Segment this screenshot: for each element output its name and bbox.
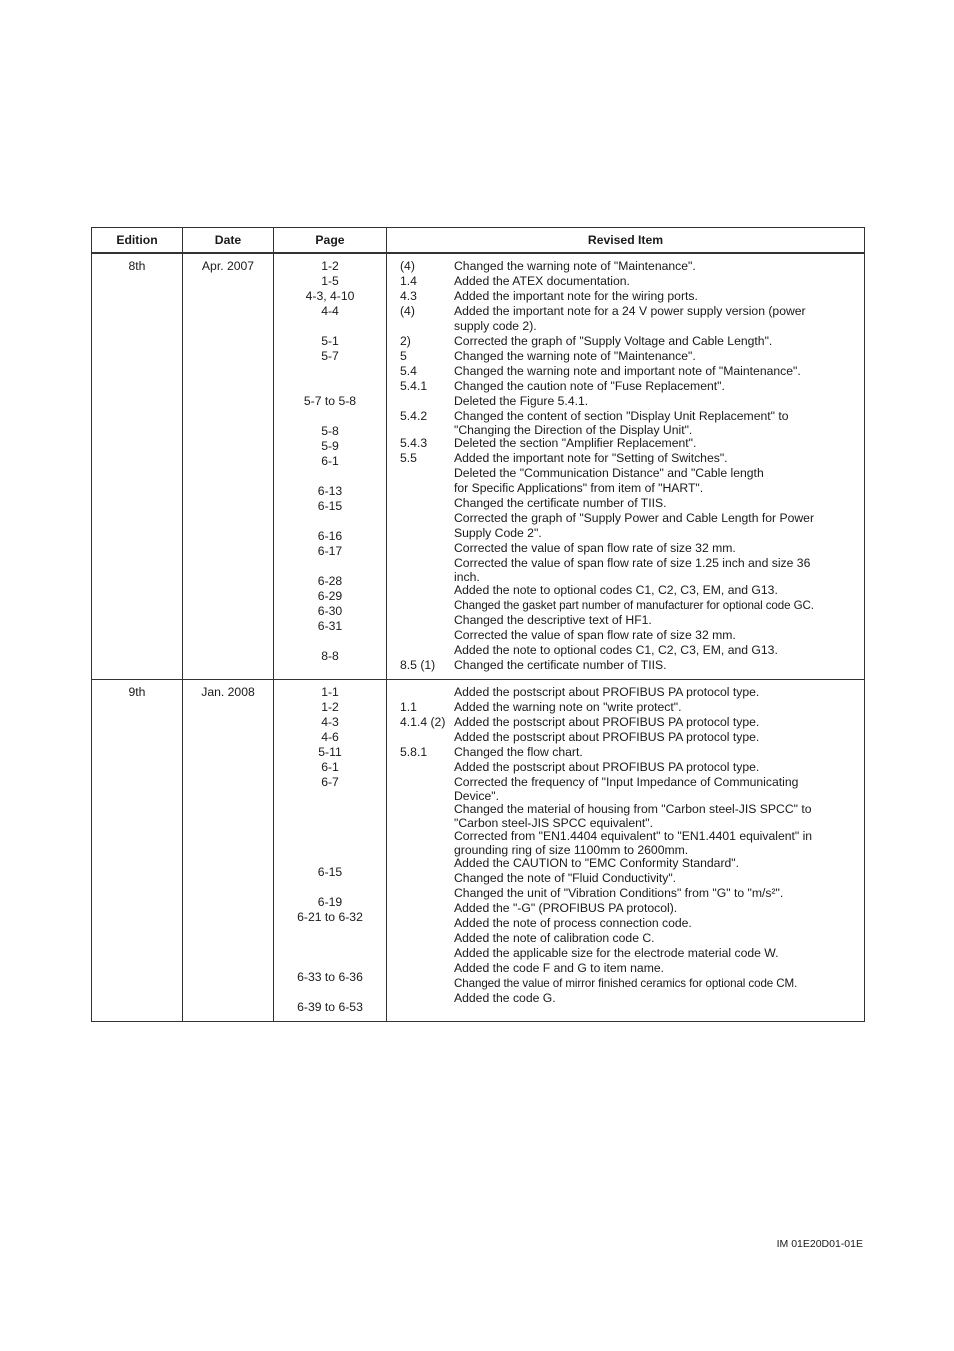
description-line: Added the postscript about PROFIBUS PA protocol type.: [454, 685, 760, 699]
date-cell: [183, 680, 274, 1022]
revision-entry: [387, 466, 864, 496]
revision-entry: [387, 379, 864, 409]
description-line: Supply Code 2".: [454, 526, 542, 540]
description-line: Added the note of calibration code C.: [454, 931, 655, 945]
page-ref: [274, 469, 386, 484]
page-ref: 6-28: [317, 574, 343, 588]
revision-entry: [387, 556, 864, 583]
revision-entry: [387, 598, 864, 613]
page-ref: 6-19: [317, 895, 343, 909]
description-line: Changed the warning note of "Maintenance".: [454, 349, 696, 363]
page-ref: 1-2: [321, 259, 339, 273]
description-line: Added the postscript about PROFIBUS PA protocol type.: [454, 760, 760, 774]
revision-entry: [387, 511, 864, 541]
revision-entry: [387, 745, 864, 760]
revision-description: [454, 829, 864, 856]
page-ref: 1-1: [321, 685, 339, 699]
description-line: Deleted the "Communication Distance" and "Cable length: [454, 466, 764, 480]
revision-description: [454, 541, 864, 556]
page-ref: [274, 559, 386, 574]
description-line: Changed the note of "Fluid Conductivity".: [454, 871, 677, 885]
description-line: Changed the gasket part number of manufacturer for optional code GC.: [454, 599, 814, 612]
header-revised-item: Revised Item: [387, 228, 865, 254]
section-number: [387, 961, 454, 991]
page-ref: 1-2: [321, 700, 339, 714]
description-line: Changed the certificate number of TIIS.: [454, 658, 667, 672]
revision-description: [454, 364, 864, 379]
section-number: (4): [400, 304, 415, 318]
revision-entry: [387, 802, 864, 829]
revision-description: [454, 991, 864, 1006]
revision-description: [454, 802, 864, 829]
revision-entry: [387, 349, 864, 364]
description-line: Added the note to optional codes C1, C2, C3, EM, and G13.: [454, 583, 778, 597]
description-line: Changed the caution note of "Fuse Replacement".: [454, 379, 725, 393]
description-line: "Carbon steel-JIS SPCC equivalent".: [454, 816, 654, 830]
section-number: [387, 856, 454, 886]
revision-description: [454, 436, 864, 451]
revision-entry: [387, 901, 864, 961]
page-ref: 4-3, 4-10: [305, 289, 355, 303]
description-line: Added the applicable size for the electrode material code W.: [454, 946, 779, 960]
page-ref: [274, 514, 386, 529]
description-line: Corrected from "EN1.4404 equivalent" to "EN1.4401 equivalent" in: [454, 829, 813, 843]
revision-entry: [387, 583, 864, 598]
revised-item-cell: [387, 253, 865, 680]
description-line: Changed the content of section "Display Unit Replacement" to: [454, 409, 789, 423]
page-ref: 6-15: [317, 865, 343, 879]
revision-entry: [387, 364, 864, 379]
section-number: [387, 598, 454, 613]
section-number: 2): [400, 334, 411, 348]
section-number: 4.3: [400, 289, 417, 303]
description-line: Changed the unit of "Vibration Conditions" from "G" to "m/s²".: [454, 886, 784, 900]
section-number: [387, 541, 454, 556]
revision-entry: [387, 886, 864, 901]
description-line: Changed the warning note of "Maintenance".: [454, 259, 696, 273]
header-row: [92, 228, 865, 254]
section-number: 5.4.3: [400, 436, 428, 450]
revision-entry: [387, 496, 864, 511]
revision-description: [454, 496, 864, 511]
page-ref: 5-1: [321, 334, 339, 348]
section-number: [387, 901, 454, 961]
revision-entry: [387, 775, 864, 802]
revision-entry: [387, 334, 864, 349]
date-value: Jan. 2008: [201, 685, 255, 699]
page-ref: 6-17: [317, 544, 343, 558]
revision-entry: [387, 760, 864, 775]
table-row: [92, 253, 865, 680]
page-ref: 4-4: [321, 304, 339, 318]
page-ref: [274, 835, 386, 850]
page-ref: 1-5: [321, 274, 339, 288]
revision-entry: [387, 259, 864, 274]
revision-description: [454, 730, 864, 745]
page-ref: 4-3: [321, 715, 339, 729]
section-number: [387, 583, 454, 598]
description-line: Added the CAUTION to "EMC Conformity Standard".: [454, 856, 740, 870]
date-cell: [183, 253, 274, 680]
revision-entry: [387, 436, 864, 451]
section-number: 4.1.4 (2): [400, 715, 446, 729]
page-ref: 6-15: [317, 499, 343, 513]
description-line: Added the code F and G to item name.: [454, 961, 665, 975]
description-line: Device".: [454, 789, 499, 803]
revision-description: [454, 583, 864, 598]
revision-description: [454, 334, 864, 349]
revision-description: [454, 349, 864, 364]
revision-entry: [387, 715, 864, 730]
description-line: Added the note of process connection code.: [454, 916, 692, 930]
page-ref: 5-9: [321, 439, 339, 453]
revision-description: [454, 466, 864, 496]
revision-entry: [387, 541, 864, 556]
edition-value: 9th: [128, 685, 146, 699]
revision-entry: [387, 451, 864, 466]
section-number: [387, 775, 454, 802]
section-number: [387, 886, 454, 901]
section-number: 1.1: [400, 700, 417, 714]
page-ref: 6-13: [317, 484, 343, 498]
page-cell: [274, 253, 387, 680]
revision-entry: [387, 289, 864, 304]
description-line: Added the "-G" (PROFIBUS PA protocol).: [454, 901, 678, 915]
revision-entry: [387, 961, 864, 991]
header-page: Page: [274, 228, 387, 254]
revision-entry: [387, 274, 864, 289]
revision-description: [454, 715, 864, 730]
description-line: Added the ATEX documentation.: [454, 274, 630, 288]
revised-item-cell: [387, 680, 865, 1022]
edition-cell: [92, 253, 183, 680]
header-edition: Edition: [92, 228, 183, 254]
revision-description: [454, 658, 864, 673]
section-number: [387, 511, 454, 541]
section-number: [387, 628, 454, 658]
page-ref: 4-6: [321, 730, 339, 744]
page-ref: 6-21 to 6-32: [297, 910, 363, 924]
page-ref: [274, 790, 386, 805]
page-ref: [274, 820, 386, 835]
page-ref: 6-30: [317, 604, 343, 618]
description-line: Corrected the graph of "Supply Power and Cable Length for Power: [454, 511, 815, 525]
section-number: [387, 556, 454, 583]
revision-description: [454, 304, 864, 334]
revision-table: [91, 227, 865, 1022]
page-ref: [274, 364, 386, 379]
page-ref: 8-8: [321, 649, 339, 663]
description-line: Added the postscript about PROFIBUS PA protocol type.: [454, 730, 760, 744]
revision-description: [454, 886, 864, 901]
description-line: Added the important note for the wiring ports.: [454, 289, 698, 303]
description-line: inch.: [454, 570, 480, 584]
description-line: Changed the value of mirror finished ceramics for optional code CM.: [454, 977, 798, 990]
document-number: IM 01E20D01-01E: [776, 1238, 863, 1250]
description-line: Corrected the value of span flow rate of size 32 mm.: [454, 541, 736, 555]
section-number: [387, 613, 454, 628]
revision-entry: [387, 409, 864, 436]
description-line: Changed the certificate number of TIIS.: [454, 496, 667, 510]
revision-description: [454, 901, 864, 961]
section-number: [387, 829, 454, 856]
page-ref: 5-7: [321, 349, 339, 363]
description-line: Added the note to optional codes C1, C2, C3, EM, and G13.: [454, 643, 778, 657]
revision-description: [454, 856, 864, 886]
page-ref: [274, 805, 386, 820]
date-value: Apr. 2007: [201, 259, 255, 273]
section-number: [387, 685, 454, 700]
page-ref: 6-39 to 6-53: [297, 1000, 363, 1014]
revision-entry: [387, 730, 864, 745]
section-number: 5.5: [400, 451, 417, 465]
description-line: Changed the warning note and important note of "Maintenance".: [454, 364, 801, 378]
page-ref: [274, 634, 386, 649]
revision-description: [454, 511, 864, 541]
description-line: Corrected the value of span flow rate of size 1.25 inch and size 36: [454, 556, 811, 570]
revision-entry: [387, 685, 864, 700]
page-ref: [274, 925, 386, 940]
revision-entry: [387, 658, 864, 673]
page-ref: [274, 880, 386, 895]
section-number: 1.4: [400, 274, 417, 288]
section-number: 5: [400, 349, 407, 363]
revision-description: [454, 274, 864, 289]
revision-description: [454, 289, 864, 304]
revision-entry: [387, 304, 864, 334]
page-ref: 6-1: [321, 760, 339, 774]
revision-description: [454, 685, 864, 700]
section-number: (4): [400, 259, 415, 273]
description-line: Corrected the value of span flow rate of size 32 mm.: [454, 628, 736, 642]
page-ref: [274, 985, 386, 1000]
description-line: "Changing the Direction of the Display Unit".: [454, 423, 693, 437]
page-ref: [274, 379, 386, 394]
revision-description: [454, 775, 864, 802]
revision-description: [454, 961, 864, 991]
page-ref: 5-8: [321, 424, 339, 438]
page-ref: [274, 850, 386, 865]
page-ref: 6-1: [321, 454, 339, 468]
section-number: [387, 760, 454, 775]
section-number: 5.4.1: [400, 379, 428, 393]
section-number: 5.8.1: [400, 745, 428, 759]
edition-value: 8th: [128, 259, 146, 273]
description-line: Changed the descriptive text of HF1.: [454, 613, 652, 627]
revision-entry: [387, 700, 864, 715]
section-number: 5.4.2: [400, 409, 428, 423]
revision-description: [454, 760, 864, 775]
revision-description: [454, 409, 864, 436]
section-number: 5.4: [400, 364, 417, 378]
description-line: Deleted the Figure 5.4.1.: [454, 394, 589, 408]
revision-description: [454, 700, 864, 715]
page-ref: 5-7 to 5-8: [303, 394, 357, 408]
table-row: [92, 680, 865, 1022]
page-cell: [274, 680, 387, 1022]
revision-description: [454, 613, 864, 628]
page-ref: [274, 940, 386, 955]
description-line: supply code 2).: [454, 319, 537, 333]
section-number: [387, 802, 454, 829]
revision-entry: [387, 829, 864, 856]
revision-entry: [387, 856, 864, 886]
revision-description: [454, 379, 864, 409]
description-line: for Specific Applications" from item of "HART".: [454, 481, 704, 495]
page-ref: 6-16: [317, 529, 343, 543]
page-ref: 6-33 to 6-36: [297, 970, 363, 984]
description-line: Corrected the frequency of "Input Impedance of Communicating: [454, 775, 799, 789]
header-date: Date: [183, 228, 274, 254]
edition-cell: [92, 680, 183, 1022]
revision-description: [454, 628, 864, 658]
description-line: Changed the material of housing from "Carbon steel-JIS SPCC" to: [454, 802, 812, 816]
revision-description: [454, 598, 864, 613]
page-ref: [274, 319, 386, 334]
section-number: [387, 496, 454, 511]
description-line: Added the postscript about PROFIBUS PA protocol type.: [454, 715, 760, 729]
description-line: Deleted the section "Amplifier Replacement".: [454, 436, 697, 450]
page-ref: 5-11: [318, 745, 342, 759]
revision-entry: [387, 628, 864, 658]
revision-description: [454, 745, 864, 760]
revision-description: [454, 451, 864, 466]
revision-description: [454, 556, 864, 583]
description-line: grounding ring of size 1100mm to 2600mm.: [454, 843, 689, 857]
page-ref: 6-7: [321, 775, 339, 789]
section-number: [387, 730, 454, 745]
description-line: Added the code G.: [454, 991, 556, 1005]
description-line: Changed the flow chart.: [454, 745, 583, 759]
section-number: [387, 991, 454, 1006]
revision-description: [454, 259, 864, 274]
description-line: Added the important note for "Setting of Switches".: [454, 451, 728, 465]
revision-entry: [387, 613, 864, 628]
page-ref: [274, 409, 386, 424]
section-number: 8.5 (1): [400, 658, 436, 672]
page-ref: [274, 955, 386, 970]
section-number: [387, 466, 454, 496]
revision-entry: [387, 991, 864, 1006]
page-ref: 6-29: [317, 589, 343, 603]
description-line: Added the warning note on "write protect".: [454, 700, 682, 714]
description-line: Corrected the graph of "Supply Voltage and Cable Length".: [454, 334, 773, 348]
description-line: Added the important note for a 24 V power supply version (power: [454, 304, 806, 318]
revision-table-body: [92, 253, 865, 1022]
page-ref: 6-31: [317, 619, 343, 633]
